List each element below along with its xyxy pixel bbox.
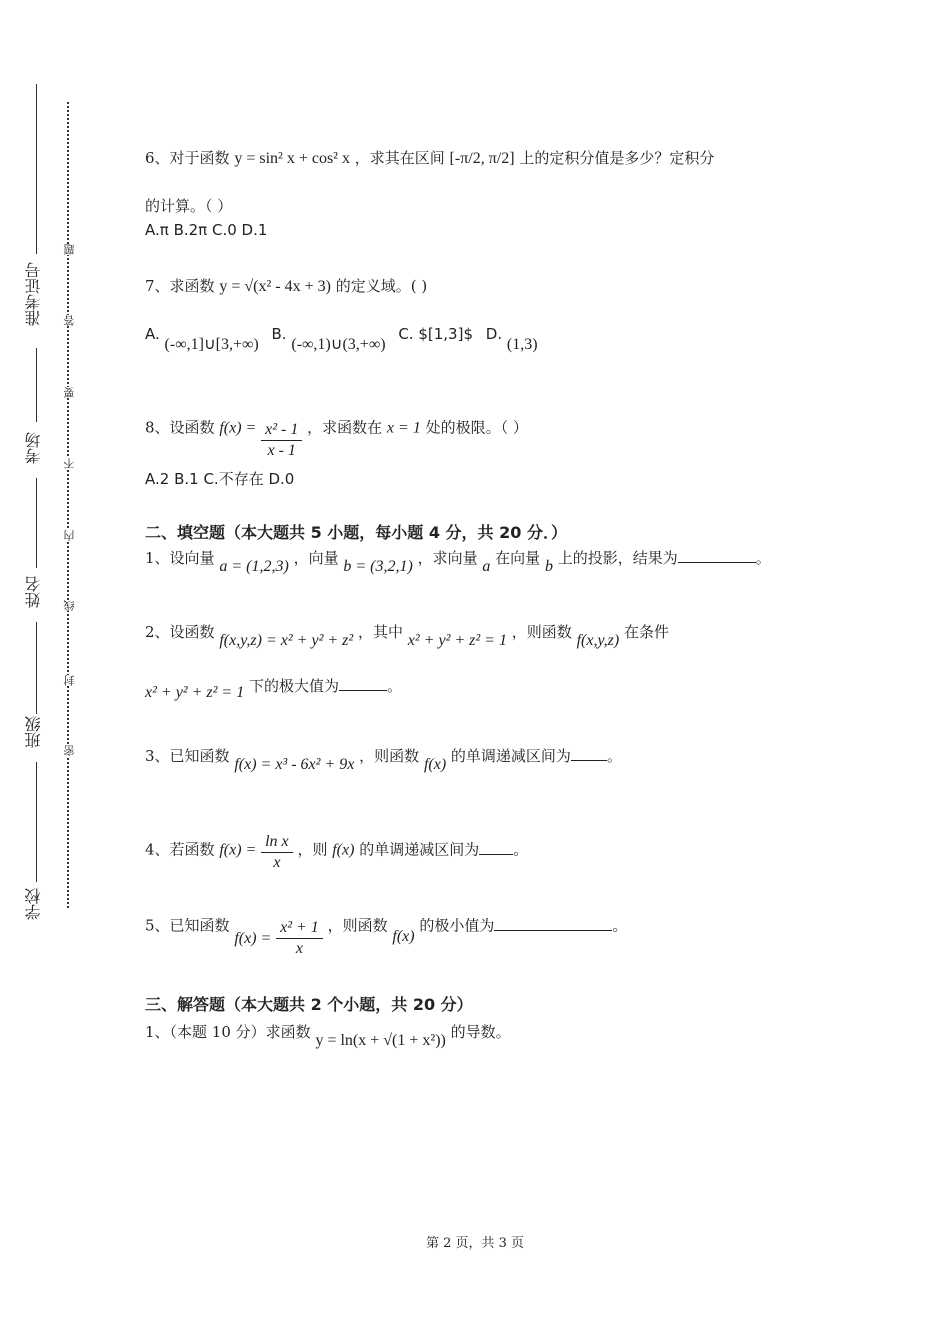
q7-option-b-label: B. — [271, 325, 287, 343]
fq1-text: 。 — [755, 549, 771, 567]
q8-fraction — [261, 420, 302, 461]
fq1-text: ，向量 — [293, 549, 339, 567]
fq3-text: ，则函数 — [359, 747, 420, 765]
q8-denominator: x - 1 — [267, 442, 296, 459]
fq1-vector-a: a = (1,2,3) — [219, 558, 289, 575]
q7-formula: y = √(x² - 4x + 3) — [219, 278, 331, 295]
fq1-a: a — [482, 558, 491, 575]
sq1-text: 的导数。 — [450, 1023, 511, 1041]
answer-blank[interactable] — [494, 916, 612, 931]
label-exam-number: 准考证号 — [24, 262, 43, 326]
q6-options: A.π B.2π C.0 D.1 — [145, 221, 268, 239]
fq5-text: 。 — [612, 916, 628, 935]
seal-char: 答 — [63, 315, 76, 326]
fq5-text: 5、已知函数 — [145, 916, 230, 935]
fq4-text: 4、若函数 — [145, 840, 215, 859]
fq4-function-ref: f(x) — [332, 841, 355, 859]
fq5-numerator: x² + 1 — [276, 918, 323, 939]
q7-option-a-label: A. — [145, 325, 160, 343]
q8-text: 8、设函数 — [145, 418, 215, 437]
seal-char: 内 — [63, 530, 76, 541]
page-footer: 第 2 页，共 3 页 — [425, 1236, 525, 1251]
label-class: 班级 — [24, 716, 43, 748]
q7-option-d-label: D. — [485, 325, 503, 343]
q7-option-d: (1,3) — [506, 336, 538, 353]
fq2-condition-2: x² + y² + z² = 1 — [145, 684, 245, 701]
fq2-text: ，其中 — [357, 623, 403, 641]
fq1-vector-b: b = (3,2,1) — [343, 558, 413, 575]
fq4-lhs: f(x) = — [219, 841, 257, 859]
q7-option-c: C. $[1,3]$ — [398, 325, 473, 343]
fq2-text: ，则函数 — [511, 623, 572, 641]
answer-blank[interactable] — [678, 548, 756, 563]
fq4-denominator: x — [273, 854, 281, 871]
binding-line — [36, 622, 37, 714]
q8-point: x = 1 — [386, 419, 421, 437]
fq5-fraction — [276, 918, 323, 959]
q6-text: 6、对于函数 — [145, 149, 230, 167]
q6-formula: y = sin² x + cos² x — [234, 150, 350, 167]
fq2-text: 2、设函数 — [145, 623, 215, 641]
fq2-text: 在条件 — [624, 623, 670, 641]
binding-line — [36, 762, 37, 882]
q6-interval: [-π/2, π/2] — [449, 150, 515, 167]
fq2-function-ref: f(x,y,z) — [576, 632, 620, 649]
fq2-text: 。 — [387, 677, 403, 695]
fq1-b: b — [544, 558, 553, 575]
q8-text: ，求函数在 — [307, 418, 383, 437]
seal-char: 封 — [63, 675, 76, 686]
fq4-text: ，则 — [297, 840, 328, 859]
binding-line — [36, 478, 37, 568]
seal-char: 密 — [63, 745, 76, 756]
section-2-heading: 二、填空题（本大题共 5 小题，每小题 4 分，共 20 分．） — [145, 523, 567, 542]
q6-text: ，求其在区间 — [354, 149, 445, 167]
fq1-text: ，求向量 — [417, 549, 478, 567]
q7-text: 7、求函数 — [145, 277, 215, 295]
fq5-text: 的极小值为 — [419, 916, 495, 935]
fq5-lhs: f(x) = — [234, 929, 272, 947]
fq3-text: 3、已知函数 — [145, 747, 230, 765]
fq4-text: 。 — [513, 840, 529, 859]
binding-line — [36, 348, 37, 422]
sq1-text: 1、（本题 10 分）求函数 — [145, 1023, 311, 1041]
fq4-text: 的单调递减区间为 — [359, 840, 480, 859]
q8-options: A.2 B.1 C.不存在 D.0 — [145, 470, 295, 488]
q8-numerator: x² - 1 — [261, 420, 302, 441]
label-exam-room: 考场 — [24, 432, 43, 464]
seal-char: 不 — [63, 458, 76, 469]
fq1-text: 上的投影，结果为 — [557, 549, 678, 567]
answer-blank[interactable] — [479, 840, 513, 855]
seal-char: 要 — [63, 387, 76, 398]
q7-option-b: (-∞,1)∪(3,+∞) — [291, 336, 386, 353]
fq5-function-ref: f(x) — [392, 927, 415, 945]
label-school: 学校 — [24, 888, 43, 920]
fq4-numerator: ln x — [261, 832, 293, 853]
fq1-text: 在向量 — [495, 549, 541, 567]
q8-text: 处的极限。（ ） — [425, 418, 528, 437]
fq5-denominator: x — [295, 940, 304, 957]
sq1-function: y = ln(x + √(1 + x²)) — [315, 1032, 446, 1049]
answer-blank[interactable] — [339, 676, 387, 691]
fq3-text: 的单调递减区间为 — [450, 747, 571, 765]
fq2-condition: x² + y² + z² = 1 — [407, 632, 507, 649]
seal-char: 线 — [63, 600, 76, 611]
q6-text: 上的定积分值是多少？定积分 — [519, 149, 715, 167]
fq5-text: ，则函数 — [327, 916, 388, 935]
seal-dotted-line — [67, 102, 69, 908]
fq2-text: 下的极大值为 — [249, 677, 340, 695]
q7-option-a: (-∞,1]∪[3,+∞) — [164, 336, 259, 353]
binding-line — [36, 84, 37, 254]
fq1-text: 1、设向量 — [145, 549, 215, 567]
section-3-heading: 三、解答题（本大题共 2 个小题，共 20 分） — [145, 995, 473, 1014]
q8-lhs: f(x) = — [219, 419, 257, 437]
q6-text: 的计算。（ ） — [145, 197, 233, 215]
fq3-text: 。 — [606, 747, 622, 765]
label-name: 姓名 — [24, 576, 43, 608]
fq3-function: f(x) = x³ - 6x² + 9x — [234, 756, 355, 773]
fq4-fraction — [261, 832, 293, 873]
seal-char: 题 — [63, 244, 76, 255]
fq2-function: f(x,y,z) = x² + y² + z² — [219, 632, 354, 649]
fq3-function-ref: f(x) — [423, 756, 447, 773]
answer-blank[interactable] — [571, 746, 607, 761]
q7-text: 的定义域。( ) — [335, 277, 428, 295]
